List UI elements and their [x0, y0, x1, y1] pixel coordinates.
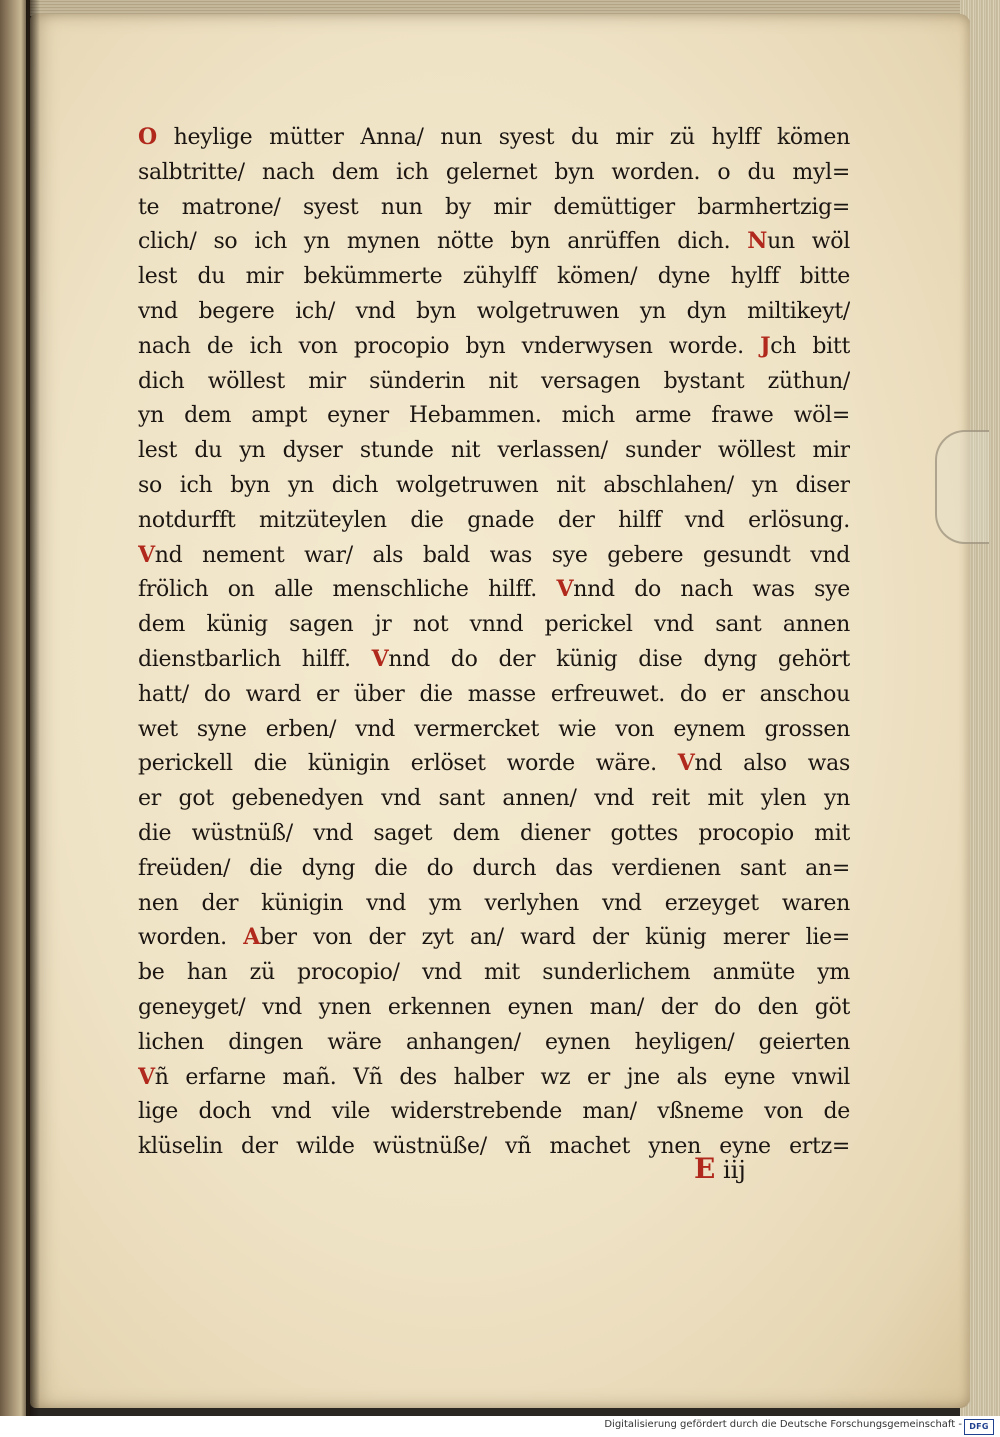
text-line [138, 990, 850, 1025]
text-line [138, 677, 850, 712]
line-text: die wüstnüß/ vnd saget dem diener gottes procopio mit [138, 820, 850, 846]
text-line [138, 920, 850, 955]
rubric-initial: O [138, 124, 157, 150]
text-line [138, 155, 850, 190]
text-line [138, 398, 850, 433]
text-line [138, 746, 850, 781]
line-text: dich wöllest mir sünderin nit versagen bystant züthun/ [138, 368, 850, 394]
line-text-before: dienstbarlich hilff. [138, 646, 372, 672]
line-text-before: worden. [138, 925, 244, 951]
text-line [138, 572, 850, 607]
line-text: lest du mir bekümmerte zühylff kömen/ dyne hylff bitte [138, 264, 850, 290]
text-line [138, 1094, 850, 1129]
line-text-before: perickell die künigin erlöset worde wäre. [138, 751, 678, 777]
line-text: notdurfft mitzüteylen die gnade der hilff vnd erlösung. [138, 507, 850, 533]
text-line [138, 190, 850, 225]
text-line [138, 329, 850, 364]
line-text: nnd do der künig dise dyng gehört [388, 646, 850, 672]
line-text: klüselin der wilde wüstnüße/ vñ machet ynen eyne ertz= [138, 1134, 850, 1160]
line-text: nd nement war/ als bald was sye gebere gesundt vnd [154, 542, 850, 568]
line-text: lest du yn dyser stunde nit verlassen/ sunder wöllest mir [138, 438, 850, 464]
signature-text: iij [715, 1156, 746, 1184]
line-text: salbtritte/ nach dem ich gelernet byn worden. o du myl= [138, 159, 850, 185]
text-line [138, 120, 850, 155]
page-clip [935, 430, 989, 544]
text-line [138, 468, 850, 503]
text-line [138, 433, 850, 468]
line-text: nnd do nach was sye [573, 577, 850, 603]
line-text: nd also was [694, 751, 850, 777]
text-line [138, 538, 850, 573]
text-line [138, 607, 850, 642]
text-line [138, 642, 850, 677]
line-text: wet syne erben/ vnd vermercket wie von eynem grossen [138, 716, 850, 742]
line-text: heylige mütter Anna/ nun syest du mir zü hylff kömen [156, 125, 850, 150]
line-text-before: frölich on alle menschliche hilff. [138, 577, 557, 603]
footer-bar [0, 1416, 1000, 1437]
rubric-initial: V [138, 1063, 155, 1090]
text-line [138, 886, 850, 921]
text-line [138, 224, 850, 259]
rubric-initial: V [556, 576, 574, 603]
line-text: vnd begere ich/ vnd byn wolgetruwen yn dyn miltikeyt/ [138, 298, 850, 324]
line-text: ber von der zyt an/ ward der künig merer lie= [259, 925, 850, 951]
line-text: lichen dingen wäre anhangen/ eynen heyligen/ geierten [138, 1029, 850, 1055]
line-text: lige doch vnd vile widerstrebende man/ vßneme von de [138, 1099, 850, 1125]
rubric-initial: V [371, 645, 389, 672]
text-line [138, 1025, 850, 1060]
line-text: geneyget/ vnd ynen erkennen eynen man/ der do den göt [138, 994, 850, 1020]
rubric-initial: N [747, 228, 768, 255]
line-text-before: clich/ so ich yn mynen nötte byn anrüffen dich. [138, 229, 748, 255]
text-line [138, 503, 850, 538]
line-text: er got gebenedyen vnd sant annen/ vnd reit mit ylen yn [138, 786, 850, 812]
signature-mark [694, 1152, 746, 1185]
text-line [138, 851, 850, 886]
line-text: un wöl [767, 229, 850, 255]
text-line [138, 259, 850, 294]
footer-text: Digitalisierung gefördert durch die Deutsche Forschungsgemeinschaft - [604, 1419, 962, 1430]
text-line [138, 294, 850, 329]
line-text-before: nach de ich von procopio byn vnderwysen worde. [138, 333, 761, 359]
rubric-initial: J [760, 332, 771, 359]
line-text: yn dem ampt eyner Hebammen. mich arme frawe wöl= [138, 403, 850, 429]
rubric-initial: V [677, 750, 695, 777]
spine-shadow [26, 0, 40, 1416]
line-text: te matrone/ syest nun by mir demüttiger barmhertzig= [138, 194, 850, 220]
text-line [138, 781, 850, 816]
text-line [138, 712, 850, 747]
rubric-initial: V [138, 541, 155, 568]
line-text: so ich byn yn dich wolgetruwen nit abschlahen/ yn diser [138, 472, 850, 498]
signature-rubric: E [694, 1152, 716, 1185]
line-text: nen der künigin vnd ym verlyhen vnd erzeyget waren [138, 890, 850, 916]
line-text: freüden/ die dyng die do durch das verdienen sant an= [138, 855, 850, 881]
text-line [138, 1060, 850, 1095]
line-text: ch bitt [770, 333, 850, 359]
line-text: be han zü procopio/ vnd mit sunderlichem anmüte ym [138, 960, 850, 986]
text-block [138, 120, 850, 1164]
text-line [138, 955, 850, 990]
text-line [138, 816, 850, 851]
text-line [138, 364, 850, 399]
line-text: ñ erfarne mañ. Vñ des halber wz er jne als eyne vnwil [154, 1064, 850, 1090]
dfg-logo: DFG [964, 1419, 994, 1435]
line-text: dem künig sagen jr not vnnd perickel vnd sant annen [138, 612, 850, 638]
line-text: hatt/ do ward er über die masse erfreuwet. do er anschou [138, 681, 850, 707]
rubric-initial: A [243, 924, 260, 951]
